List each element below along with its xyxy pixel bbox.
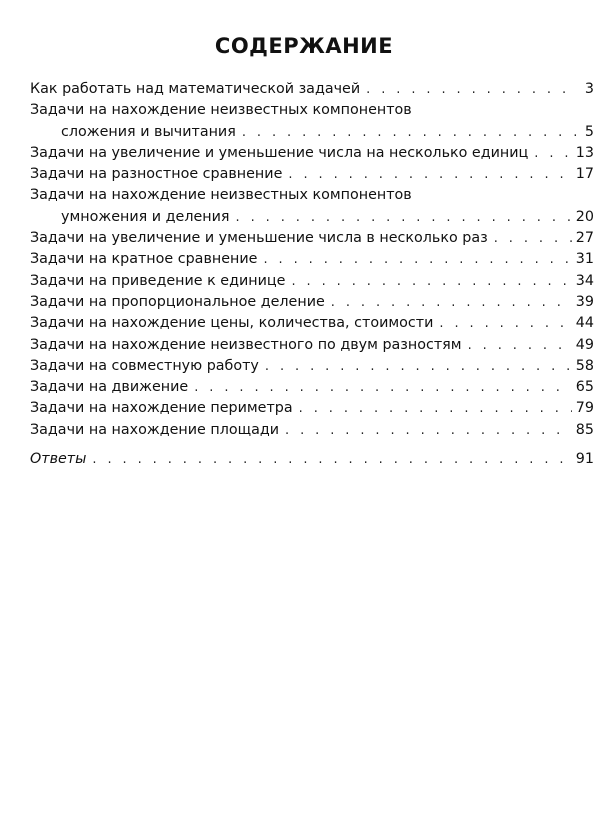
dot-leader xyxy=(299,398,572,419)
toc-page-number: 13 xyxy=(575,144,594,161)
toc-entry-title: Задачи на нахождение площади xyxy=(30,421,280,438)
toc-page-number: 17 xyxy=(575,166,594,183)
toc-entry[interactable] xyxy=(30,356,594,377)
toc-entry[interactable] xyxy=(30,143,594,164)
dot-leader xyxy=(534,143,572,164)
toc-entry-title: сложения и вычитания xyxy=(61,123,236,140)
toc-entry[interactable] xyxy=(30,100,594,143)
toc-entry-title: Ответы xyxy=(30,451,87,468)
dot-leader xyxy=(366,79,576,100)
toc-entry-title: Задачи на нахождение неизвестных компонентов xyxy=(30,187,412,204)
table-of-contents xyxy=(30,79,594,470)
toc-page-number: 3 xyxy=(584,81,594,97)
page-title: СОДЕРЖАНИЕ xyxy=(214,34,394,58)
toc-entry-title: Задачи на нахождение цены, количества, стоимости xyxy=(30,315,434,332)
toc-page-number: 20 xyxy=(575,208,594,225)
toc-entry[interactable] xyxy=(30,377,594,398)
toc-page-number: 49 xyxy=(575,336,594,353)
dot-leader xyxy=(265,356,572,377)
toc-page-number: 31 xyxy=(575,251,594,268)
toc-entry-title: Задачи на пропорциональное деление xyxy=(30,293,325,310)
dot-leader xyxy=(242,122,576,143)
toc-page-number: 79 xyxy=(575,400,594,417)
dot-leader xyxy=(236,207,572,228)
toc-entry-title: Задачи на приведение к единице xyxy=(30,272,286,289)
dot-leader xyxy=(494,228,572,249)
toc-entry-title: умножения и деления xyxy=(61,208,230,225)
toc-entry[interactable] xyxy=(30,185,594,228)
dot-leader xyxy=(285,420,572,441)
dot-leader xyxy=(263,249,571,270)
toc-page-number: 44 xyxy=(575,315,594,332)
toc-page-number: 27 xyxy=(575,230,594,247)
dot-leader xyxy=(92,449,571,470)
toc-page-number: 39 xyxy=(575,293,594,310)
toc-entry-title: Задачи на нахождение периметра xyxy=(30,400,293,417)
toc-entry-title: Задачи на увеличение и уменьшение числа на несколько единиц xyxy=(30,144,529,161)
toc-entry[interactable] xyxy=(30,420,594,441)
toc-entry-answers[interactable] xyxy=(30,449,594,470)
toc-entry[interactable] xyxy=(30,228,594,249)
dot-leader xyxy=(468,335,572,356)
dot-leader xyxy=(291,271,571,292)
dot-leader xyxy=(331,292,572,313)
toc-entry[interactable] xyxy=(30,292,594,313)
toc-entry[interactable] xyxy=(30,79,594,100)
toc-entry[interactable] xyxy=(30,398,594,419)
toc-entry[interactable] xyxy=(30,249,594,270)
toc-entry[interactable] xyxy=(30,313,594,334)
toc-page-number: 5 xyxy=(584,123,594,140)
toc-entry-title: Задачи на разностное сравнение xyxy=(30,166,283,183)
toc-entry-title: Задачи на нахождение неизвестных компонентов xyxy=(30,102,412,119)
dot-leader xyxy=(288,164,571,185)
toc-entry-title: Задачи на увеличение и уменьшение числа в несколько раз xyxy=(30,230,488,247)
toc-entry-title: Задачи на движение xyxy=(30,379,189,396)
toc-entry-title: Задачи на кратное сравнение xyxy=(30,251,258,268)
toc-entry-title: Задачи на нахождение неизвестного по двум разностям xyxy=(30,336,462,353)
toc-entry-title: Как работать над математической задачей xyxy=(30,81,361,97)
toc-page-number: 91 xyxy=(575,451,594,468)
toc-page-number: 34 xyxy=(575,272,594,289)
dot-leader xyxy=(194,377,572,398)
toc-entry-title: Задачи на совместную работу xyxy=(30,357,259,374)
toc-page-number: 65 xyxy=(575,379,594,396)
toc-entry[interactable] xyxy=(30,335,594,356)
toc-entry[interactable] xyxy=(30,271,594,292)
toc-page-number: 85 xyxy=(575,421,594,438)
toc-entry[interactable] xyxy=(30,164,594,185)
dot-leader xyxy=(439,313,571,334)
toc-page-number: 58 xyxy=(575,357,594,374)
